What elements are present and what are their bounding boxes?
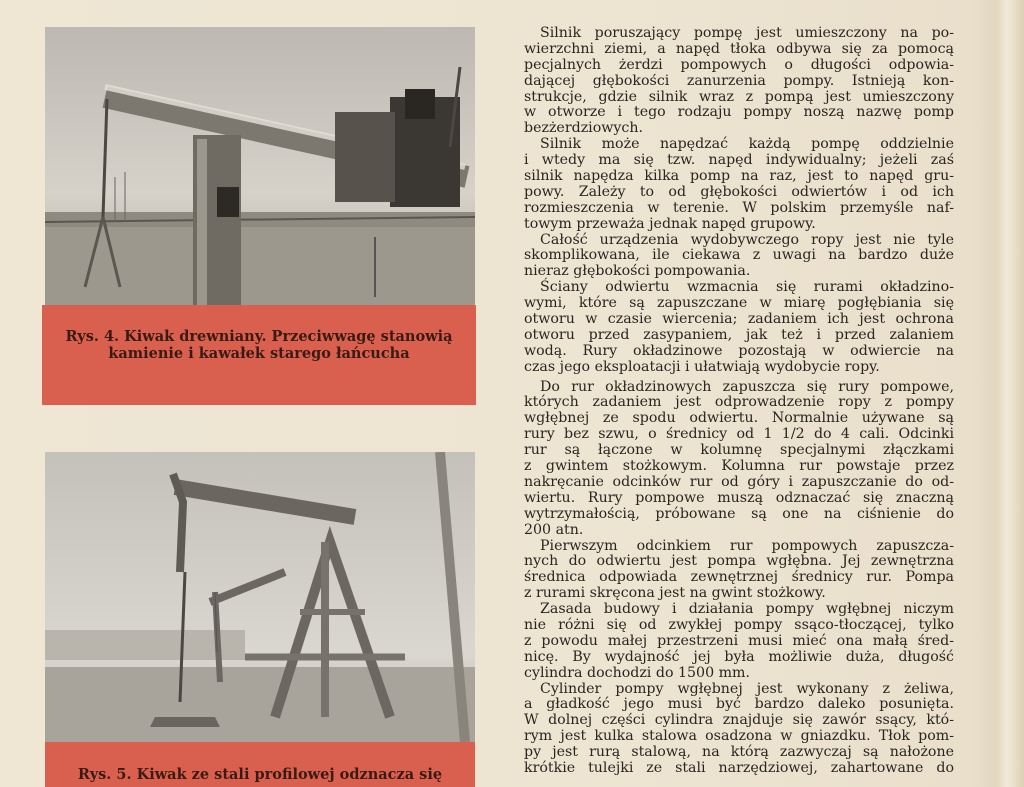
text-line: których zadaniem jest odprowadzenie ropy z pompy (524, 394, 954, 411)
paragraph (524, 682, 954, 777)
text-line: Cylinder pompy wgłębnej jest wykonany z żeliwa, (540, 680, 954, 697)
text-line: Do rur okładzinowych zapuszcza się rury pompowe, (540, 378, 954, 395)
text-line: rym jest kulka stalowa osadzona w gniazdku. Tłok pom- (524, 728, 954, 745)
text-line: krótkie tulejki ze stali narzędziowej, zahartowane do (524, 759, 954, 776)
paragraph (524, 380, 954, 539)
text-line: nicę. By wydajność jej była możliwie duża, długość (524, 648, 954, 665)
text-line: otworu przed zasypaniem, jak też i przed zalaniem (524, 326, 954, 343)
text-line: z rurami skręcona jest na gwint stożkowy. (524, 585, 826, 602)
text-line: nych do odwiertu jest pompa wgłębna. Jej zewnętrzna (524, 553, 954, 570)
text-line: 200 atn. (524, 521, 584, 538)
text-line: rur są łączone w kolumnę specjalnymi złączkami (524, 442, 954, 459)
text-line: bezżerdziowych. (524, 120, 643, 137)
text-line: otworu w czasie wiercenia; zadaniem ich jest ochrona (524, 311, 954, 328)
text-line: a gładkość jego musi być bardzo daleko posunięta. (524, 696, 954, 713)
figure-5-caption (45, 742, 475, 787)
text-line: py jest rurą stalową, na którą zazwyczaj są nałożone (524, 744, 954, 761)
figure-photo-steel-pumpjack (45, 452, 475, 742)
text-line: nakręcanie odcinków rur od góry i zapuszczanie do od- (524, 473, 954, 490)
text-line: Zasada budowy i działania pompy wgłębnej niczym (540, 601, 954, 618)
text-line: strukcje, gdzie silnik wraz z pompą jest umieszczony (524, 88, 954, 105)
caption-line: Rys. 4. Kiwak drewniany. Przeciwwagę stanowią (65, 328, 453, 345)
text-line: wiertu. Rury pompowe muszą odznaczać się znaczną (524, 489, 954, 506)
paragraph (524, 233, 954, 281)
article-text-column (524, 26, 954, 777)
text-line: nieraz głębokości pompowania. (524, 263, 751, 280)
figure-photo-wooden-pumpjack (45, 27, 475, 305)
text-line: rozmieszczenia w terenie. W polskim przemyśle naf- (524, 199, 954, 216)
text-line: Silnik poruszający pompę jest umieszczony na po- (540, 25, 954, 41)
text-line: skomplikowana, ile ciekawa z uwagi na bardzo duże (524, 247, 954, 264)
caption-line: Rys. 5. Kiwak ze stali profilowej odznacza się (77, 766, 443, 783)
text-line: silnik napędza kilka pomp na raz, jest to napęd gru- (524, 168, 954, 185)
text-line: w otworze i tego rodzaju pompy noszą nazwę pomp (524, 104, 954, 121)
text-line: cylindra dochodzi do 1500 mm. (524, 664, 751, 681)
text-line: W dolnej części cylindra znajduje się zawór ssący, któ- (524, 712, 954, 729)
text-line: Pierwszym odcinkiem rur pompowych zapuszcza- (540, 537, 954, 554)
text-line: wierzchni ziemi, a napęd tłoka odbywa się za pomocą (524, 40, 954, 57)
text-line: Silnik może napędzać każdą pompę oddzielnie (540, 136, 954, 153)
text-line: wytrzymałością, próbowane są one na ciśnienie do (524, 505, 954, 522)
text-line: nie różni się od zwykłej pompy ssąco-tłoczącej, tylko (524, 616, 954, 633)
text-line: powy. Zależy to od głębokości odwiertów i od ich (524, 183, 954, 200)
paragraph (524, 539, 954, 603)
text-line: Całość urządzenia wydobywczego ropy jest nie tyle (540, 231, 954, 248)
steel-pumpjack-image (45, 452, 475, 742)
wooden-pumpjack-image (45, 27, 475, 305)
paragraph (524, 137, 954, 232)
text-line: z powodu małej przestrzeni musi mieć ona małą śred- (524, 632, 954, 649)
text-line: pecjalnych żerdzi pompowych o długości odpowia- (524, 56, 954, 73)
text-line: z gwintem stożkowym. Kolumna rur powstaje przez (524, 458, 954, 475)
text-line: wodą. Rury okładzinowe pozostają w odwiercie na (524, 342, 954, 359)
text-line: wymi, które są zapuszczane w miarę pogłębiania się (524, 295, 954, 312)
paragraph (524, 602, 954, 681)
figure-4-caption (42, 305, 476, 405)
paragraph (524, 26, 954, 137)
text-line: towym przeważa jednak napęd grupowy. (524, 215, 816, 232)
page-spine (996, 0, 1024, 787)
text-line: wgłębnej ze spodu odwiertu. Normalnie używane są (524, 410, 954, 427)
text-line: rury bez szwu, o średnicy od 1 1/2 do 4 cali. Odcinki (524, 426, 954, 443)
text-line: średnica odpowiada zewnętrznej średnicy rur. Pompa (524, 569, 954, 586)
paragraph (524, 280, 954, 375)
text-line: Ściany odwiertu wzmacnia się rurami okładzino- (540, 279, 954, 296)
text-line: czas jego eksploatacji i ułatwiają wydobycie ropy. (524, 358, 880, 375)
text-line: i wtedy ma się tzw. napęd indywidualny; jeżeli zaś (524, 152, 954, 169)
caption-line: kamienie i kawałek starego łańcucha (108, 345, 410, 362)
text-line: dającej głębokości zanurzenia pompy. Istnieją kon- (524, 72, 954, 89)
